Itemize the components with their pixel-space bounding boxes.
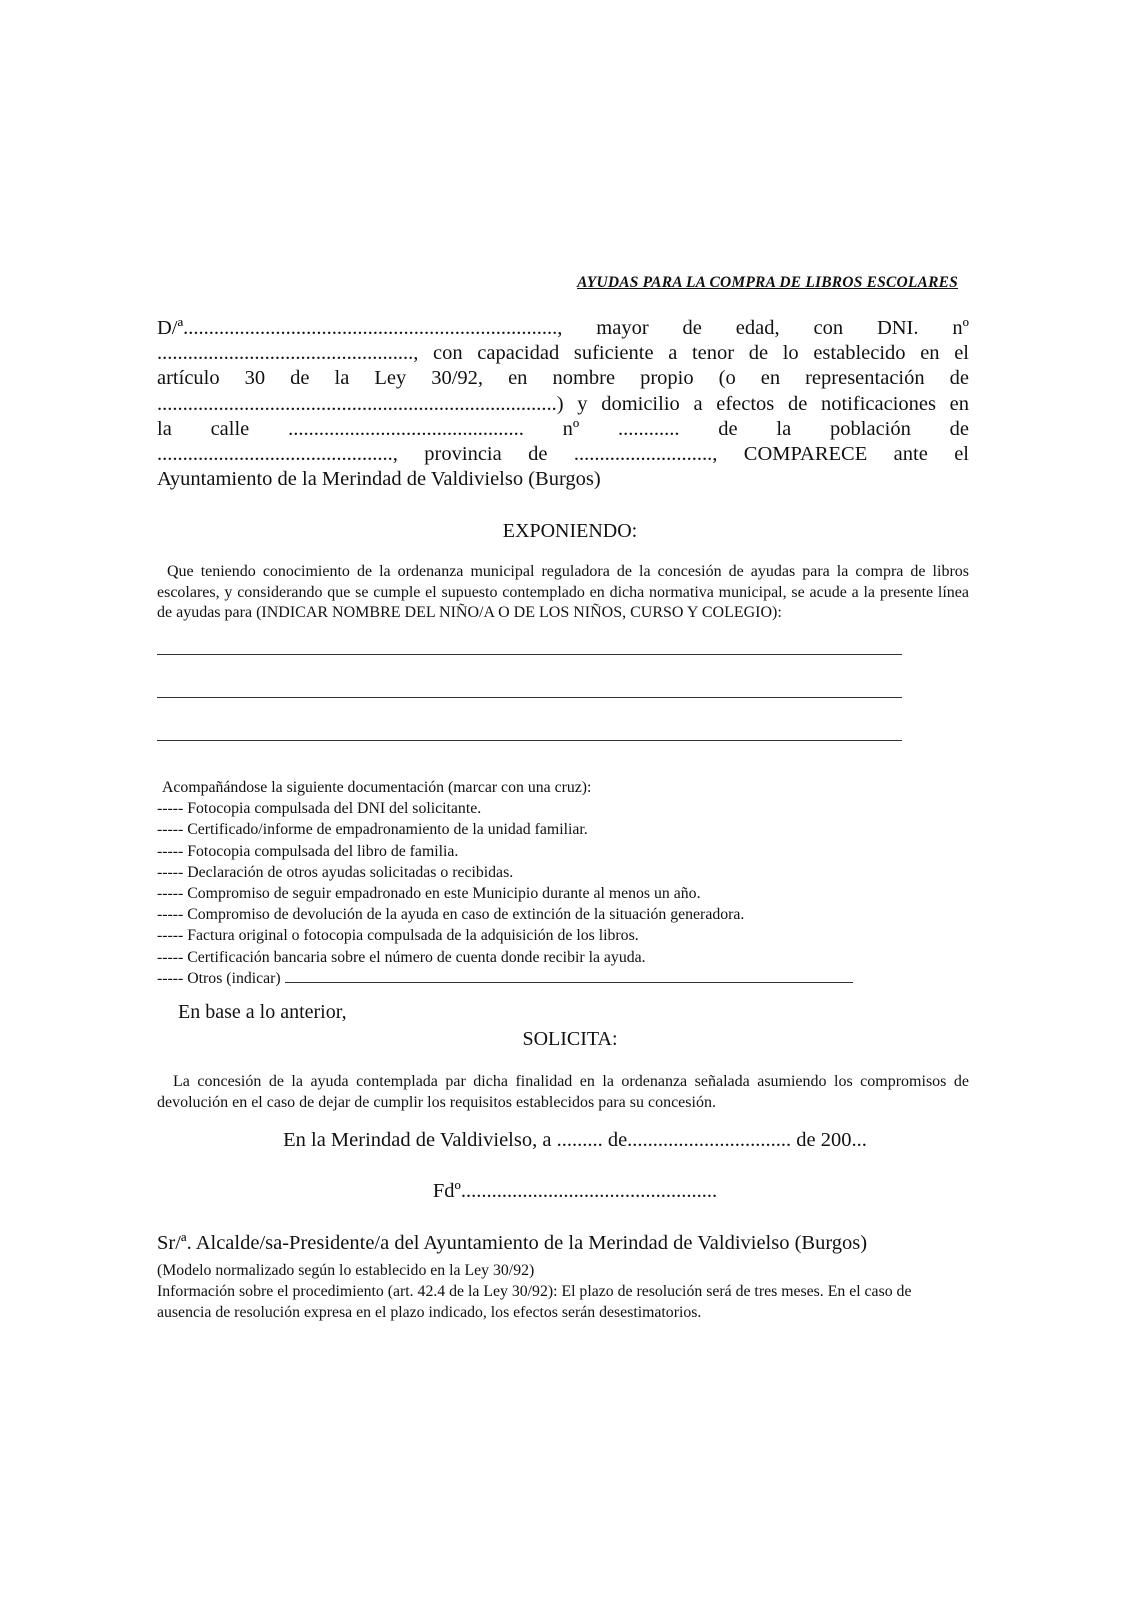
applicant-intro: [157, 316, 969, 492]
en-base-text: En base a lo anterior,: [178, 1001, 347, 1023]
solicita-heading: SOLICITA:: [522, 1028, 618, 1050]
documentation-item: ----- Certificado/informe de empadronamiento de la unidad familiar.: [157, 821, 588, 839]
documentation-list: [157, 777, 969, 989]
intro-line: Ayuntamiento de la Merindad de Valdivielso (Burgos): [157, 468, 601, 491]
documentation-item: ----- Certificación bancaria sobre el número de cuenta donde recibir la ayuda.: [157, 948, 646, 966]
intro-line: D/ª........................................................................., mayor de edad, con DNI. nº: [157, 317, 969, 339]
procedure-info: Información sobre el procedimiento (art. 42.4 de la Ley 30/92): El plazo de resolución será de tres meses. En el caso de ausencia de resolución expresa en el plazo indicado, los efectos serán desestimatorios.: [157, 1283, 912, 1321]
exponiendo-paragraph: Que teniendo conocimiento de la ordenanza municipal reguladora de la concesión de ayudas para la compra de libros escolares, y considerando que se cumple el supuesto contemplado en dicha normativa municipal, se acude a la presente línea de ayudas para (INDICAR NOMBRE DEL NIÑO/A O DE LOS NIÑOS, CURSO Y COLEGIO):: [157, 563, 969, 621]
documentation-item: ----- Compromiso de devolución de la ayuda en caso de extinción de la situación generadora.: [157, 906, 745, 924]
child-info-line: [157, 654, 902, 655]
child-info-line: [157, 697, 902, 698]
intro-line: .................................................., con capacidad suficiente a tenor de lo establecido en el: [157, 342, 969, 365]
model-note: (Modelo normalizado según lo establecido en la Ley 30/92): [157, 1262, 535, 1279]
intro-line: la calle .............................................. nº ............ de la población de: [157, 417, 969, 440]
documentation-intro: Acompañándose la siguiente documentación (marcar con una cruz):: [162, 779, 592, 796]
intro-line: ..............................................................................) y domicilio a efectos de notificaciones en: [157, 392, 969, 415]
intro-line: .............................................., provincia de ..........................., COMPARECE ante el: [157, 443, 969, 466]
documentation-item: ----- Declaración de otros ayudas solicitadas o recibidas.: [157, 863, 514, 881]
intro-line: artículo 30 de la Ley 30/92, en nombre propio (o en representación de: [157, 367, 969, 390]
signature-line: Fdº..................................................: [432, 1180, 718, 1202]
addressee: Sr/ª. Alcalde/sa-Presidente/a del Ayuntamiento de la Merindad de Valdivielso (Burgos): [157, 1232, 868, 1254]
place-date-line: En la Merindad de Valdivielso, a ......... de................................ de 200...: [283, 1129, 867, 1151]
documentation-item-otros: [157, 968, 969, 989]
otros-field-line: [285, 968, 853, 983]
form-title: AYUDAS PARA LA COMPRA DE LIBROS ESCOLARES: [577, 274, 958, 291]
documentation-item: ----- Compromiso de seguir empadronado en este Municipio durante al menos un año.: [157, 885, 701, 903]
exponiendo-heading: EXPONIENDO:: [502, 520, 638, 542]
child-info-line: [157, 740, 902, 741]
documentation-item: ----- Fotocopia compulsada del DNI del solicitante.: [157, 800, 482, 818]
solicita-paragraph: La concesión de la ayuda contemplada par dicha finalidad en la ordenanza señalada asumiendo los compromisos de devolución en el caso de dejar de cumplir los requisitos establecidos para su concesión.: [157, 1073, 969, 1111]
documentation-item: ----- Fotocopia compulsada del libro de familia.: [157, 842, 459, 860]
otros-label: ----- Otros (indicar): [157, 969, 281, 987]
documentation-item: ----- Factura original o fotocopia compulsada de la adquisición de los libros.: [157, 927, 639, 945]
